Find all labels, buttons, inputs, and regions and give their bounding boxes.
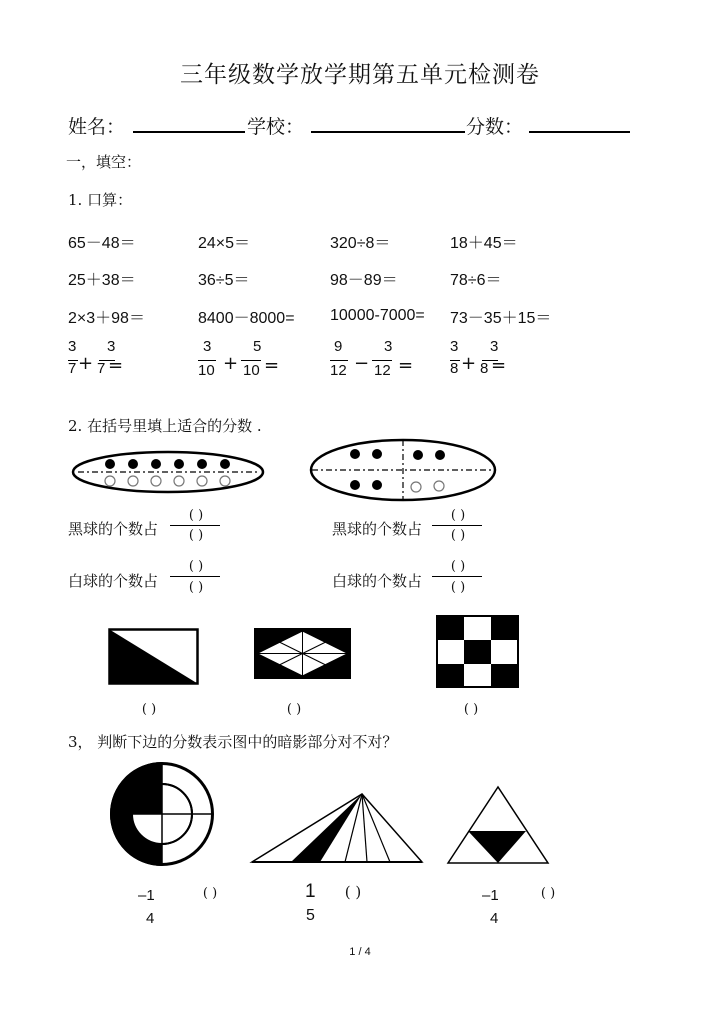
- equals-sign: =: [398, 355, 414, 376]
- denominator: 7: [68, 360, 77, 377]
- concentric-circle-shape: [110, 762, 214, 866]
- fraction-numerator: –1: [482, 887, 499, 904]
- numerator-blank[interactable]: ( ): [188, 508, 204, 523]
- operator: +: [461, 353, 477, 374]
- ball-ellipse-diagram: [70, 448, 270, 498]
- score-label: 分数：: [466, 116, 524, 138]
- answer-blank[interactable]: ( ): [202, 886, 218, 901]
- question-3-label: 3， 判断下边的分数表示图中的暗影部分对不对？: [68, 733, 398, 751]
- numerator-blank[interactable]: ( ): [450, 508, 466, 523]
- fraction-bar: [432, 576, 482, 577]
- answer-blank[interactable]: ( ): [141, 702, 157, 717]
- fraction-bar: [241, 360, 261, 361]
- denominator: 12: [374, 362, 391, 379]
- operator: +: [78, 353, 94, 374]
- checkerboard-shape: [436, 615, 520, 689]
- operator: +: [223, 353, 239, 374]
- calc-item: 18＋45＝: [450, 235, 518, 252]
- calc-item: 78÷6＝: [450, 272, 502, 289]
- fan-triangle-shape: [250, 792, 424, 864]
- fraction-bar: [170, 525, 220, 526]
- numerator: 3: [490, 338, 499, 355]
- fraction-bar: [432, 525, 482, 526]
- denominator-blank[interactable]: ( ): [188, 528, 204, 543]
- fraction-bar: [198, 360, 216, 361]
- answer-blank[interactable]: ( ): [463, 702, 479, 717]
- white-ratio-label: 白球的个数占: [332, 572, 423, 590]
- fraction-numerator: –1: [138, 887, 155, 904]
- name-field[interactable]: [133, 131, 245, 133]
- numerator: 3: [68, 338, 77, 355]
- triangle-rectangle-shape: [108, 628, 200, 686]
- denominator: 8: [450, 360, 459, 377]
- operator: −: [354, 353, 370, 374]
- numerator: 3: [450, 338, 459, 355]
- question-1-label: 1. 口算：: [68, 191, 133, 209]
- numerator-blank[interactable]: ( ): [450, 559, 466, 574]
- numerator: 3: [203, 338, 212, 355]
- denominator: 7: [97, 360, 106, 377]
- fraction-denominator: 4: [490, 910, 499, 927]
- equals-sign: =: [264, 355, 280, 376]
- answer-blank[interactable]: ( ): [286, 702, 302, 717]
- numerator: 5: [253, 338, 262, 355]
- name-label: 姓名：: [68, 116, 126, 138]
- numerator-blank[interactable]: ( ): [188, 559, 204, 574]
- denominator-blank[interactable]: ( ): [450, 580, 466, 595]
- page-title: 三年级数学放学期第五单元检测卷: [180, 62, 540, 88]
- page-number: 1 / 4: [349, 946, 371, 958]
- fraction-denominator: 4: [146, 910, 155, 927]
- calc-item: 65－48＝: [68, 235, 136, 252]
- numerator: 9: [334, 338, 343, 355]
- answer-blank[interactable]: ( ): [344, 883, 362, 901]
- answer-blank[interactable]: ( ): [540, 886, 556, 901]
- denominator: 12: [330, 362, 347, 379]
- white-ratio-label: 白球的个数占: [68, 572, 159, 590]
- numerator: 3: [107, 338, 116, 355]
- calc-item: 8400－8000=: [198, 310, 295, 327]
- calc-item: 24×5＝: [198, 235, 251, 252]
- fraction-bar: [372, 360, 392, 361]
- calc-item: 320÷8＝: [330, 235, 391, 252]
- section-heading: 一，填空：: [66, 153, 142, 171]
- question-2-label: 2. 在括号里填上适合的分数 .: [68, 417, 262, 435]
- fraction-denominator: 5: [306, 907, 315, 924]
- fraction-bar: [330, 360, 348, 361]
- denominator: 8: [480, 360, 489, 377]
- denominator-blank[interactable]: ( ): [450, 528, 466, 543]
- score-field[interactable]: [529, 131, 630, 133]
- calc-item: 10000-7000=: [330, 307, 425, 324]
- equals-sign: =: [491, 355, 507, 376]
- nested-triangle-shape: [446, 785, 550, 865]
- calc-item: 98－89＝: [330, 272, 398, 289]
- fraction-bar: [170, 576, 220, 577]
- calc-item: 2×3＋98＝: [68, 310, 145, 327]
- fraction-numerator: 1: [305, 881, 316, 902]
- calc-item: 73－35＋15＝: [450, 310, 552, 327]
- calc-item: 36÷5＝: [198, 272, 250, 289]
- school-field[interactable]: [311, 131, 465, 133]
- calc-item: 25＋38＝: [68, 272, 136, 289]
- black-ratio-label: 黑球的个数占: [332, 520, 423, 538]
- quadrant-ellipse-diagram: [306, 436, 506, 506]
- denominator: 10: [243, 362, 260, 379]
- numerator: 3: [384, 338, 393, 355]
- school-label: 学校：: [247, 116, 305, 138]
- equals-sign: =: [108, 355, 124, 376]
- black-ratio-label: 黑球的个数占: [68, 520, 159, 538]
- diamond-rectangle-shape: [254, 628, 352, 680]
- denominator-blank[interactable]: ( ): [188, 580, 204, 595]
- denominator: 10: [198, 362, 215, 379]
